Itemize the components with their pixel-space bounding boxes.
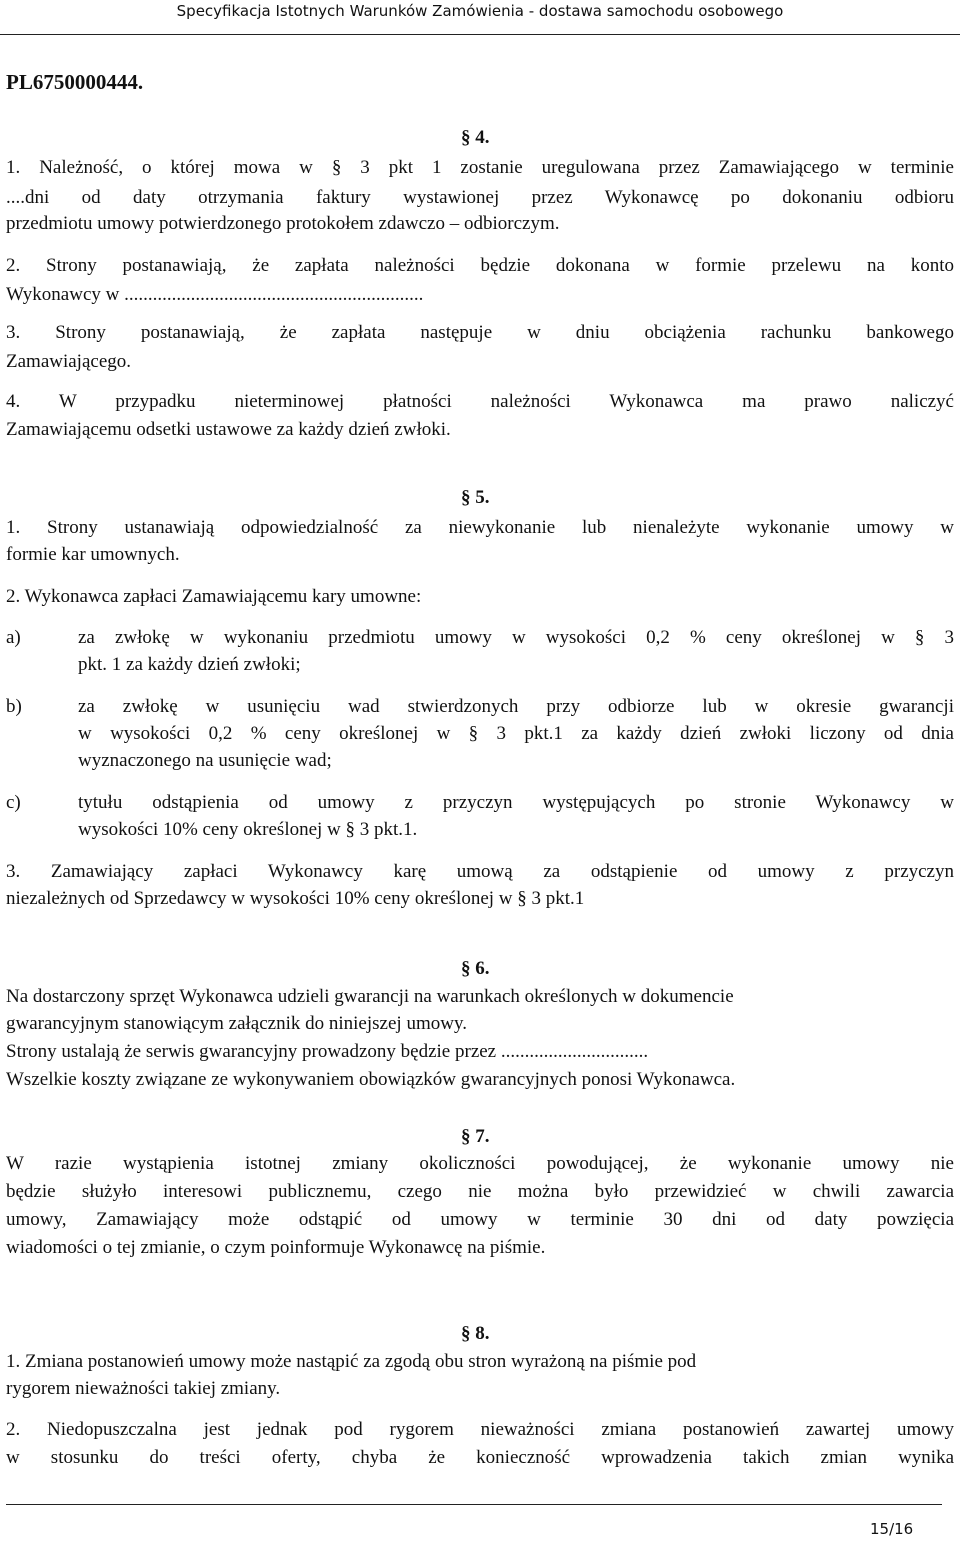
s5-item-c-line2: wysokości 10% ceny określonej w § 3 pkt.1. <box>78 819 418 840</box>
s4-p2-line2: Wykonawcy w ............................................................... <box>6 284 424 305</box>
section-6-heading: § 6. <box>461 958 490 979</box>
s5-item-b-line3: wyznaczonego na usunięcie wad; <box>78 750 332 771</box>
s4-p4-line2: Zamawiającemu odsetki ustawowe za każdy dzień zwłoki. <box>6 419 451 440</box>
s5-p1-line1: 1. Strony ustanawiają odpowiedzialność za niewykonanie lub nienależyte wykonanie umowy w <box>6 517 954 538</box>
s5-item-c-line1: tytułu odstąpienia od umowy z przyczyn występujących po stronie Wykonawcy w <box>78 792 954 813</box>
s4-p2-line1: 2. Strony postanawiają, że zapłata należności będzie dokonana w formie przelewu na konto <box>6 255 954 276</box>
footer-divider <box>6 1504 942 1505</box>
s4-p3-line2: Zamawiającego. <box>6 351 132 372</box>
section-7-heading: § 7. <box>461 1126 490 1147</box>
s6-line2: gwarancyjnym stanowiącym załącznik do niniejszej umowy. <box>6 1013 467 1034</box>
s7-line3: umowy, Zamawiający może odstąpić od umowy w terminie 30 dni od daty powzięcia <box>6 1209 954 1230</box>
s7-line4: wiadomości o tej zmianie, o czym poinformuje Wykonawcę na piśmie. <box>6 1237 546 1258</box>
s8-p1-line1: 1. Zmiana postanowień umowy może nastąpić za zgodą obu stron wyrażoną na piśmie pod <box>6 1351 697 1372</box>
section-5-heading: § 5. <box>461 487 490 508</box>
s6-line1: Na dostarczony sprzęt Wykonawca udzieli gwarancji na warunkach określonych w dokumencie <box>6 986 734 1007</box>
account-number-fragment: PL6750000444. <box>6 70 144 94</box>
s8-p1-line2: rygorem nieważności takiej zmiany. <box>6 1378 281 1399</box>
s4-p4-line1: 4. W przypadku nieterminowej płatności należności Wykonawca ma prawo naliczyć <box>6 391 954 412</box>
s5-item-b-line1: za zwłokę w usunięciu wad stwierdzonych przy odbiorze lub w okresie gwarancji <box>78 696 954 717</box>
s5-item-b-label: b) <box>6 696 22 717</box>
page-number: 15/16 <box>870 1520 914 1538</box>
s4-p1-line1: 1. Należność, o której mowa w § 3 pkt 1 zostanie uregulowana przez Zamawiającego w terminie <box>6 157 954 178</box>
s5-item-a-line1: za zwłokę w wykonaniu przedmiotu umowy w wysokości 0,2 % ceny określonej w § 3 <box>78 627 954 648</box>
s5-p3-line1: 3. Zamawiający zapłaci Wykonawcy karę umową za odstąpienie od umowy z przyczyn <box>6 861 954 882</box>
s7-line1: W razie wystąpienia istotnej zmiany okoliczności powodującej, że wykonanie umowy nie <box>6 1153 954 1174</box>
s5-p1-line2: formie kar umownych. <box>6 544 180 565</box>
header-divider <box>0 34 960 35</box>
s7-line2: będzie służyło interesowi publicznemu, czego nie można było przewidzieć w chwili zawarcia <box>6 1181 954 1202</box>
s5-item-a-label: a) <box>6 627 21 648</box>
section-8-heading: § 8. <box>461 1323 490 1344</box>
section-4-heading: § 4. <box>461 127 490 148</box>
s4-p1-line2: ....dni od daty otrzymania faktury wystawionej przez Wykonawcę po dokonaniu odbioru <box>6 187 954 208</box>
s6-line4: Wszelkie koszty związane ze wykonywaniem obowiązków gwarancyjnych ponosi Wykonawca. <box>6 1069 736 1090</box>
s5-item-a-line2: pkt. 1 za każdy dzień zwłoki; <box>78 654 301 675</box>
document-header: Specyfikacja Istotnych Warunków Zamówienia - dostawa samochodu osobowego <box>176 2 784 20</box>
s5-p3-line2: niezależnych od Sprzedawcy w wysokości 10% ceny określonej w § 3 pkt.1 <box>6 888 585 909</box>
s5-item-b-line2: w wysokości 0,2 % ceny określonej w § 3 pkt.1 za każdy dzień zwłoki liczony od dnia <box>78 723 954 744</box>
s5-p2: 2. Wykonawca zapłaci Zamawiającemu kary umowne: <box>6 586 422 607</box>
s5-item-c-label: c) <box>6 792 21 813</box>
s6-line3: Strony ustalają że serwis gwarancyjny prowadzony będzie przez ............................... <box>6 1041 649 1062</box>
s8-p2-line1: 2. Niedopuszczalna jest jednak pod rygorem nieważności zmiana postanowień zawartej umowy <box>6 1419 954 1440</box>
s4-p1-line3: przedmiotu umowy potwierdzonego protokołem zdawczo – odbiorczym. <box>6 213 560 234</box>
s4-p3-line1: 3. Strony postanawiają, że zapłata następuje w dniu obciążenia rachunku bankowego <box>6 322 954 343</box>
s8-p2-line2: w stosunku do treści oferty, chyba że konieczność wprowadzenia takich zmian wynika <box>6 1447 954 1468</box>
